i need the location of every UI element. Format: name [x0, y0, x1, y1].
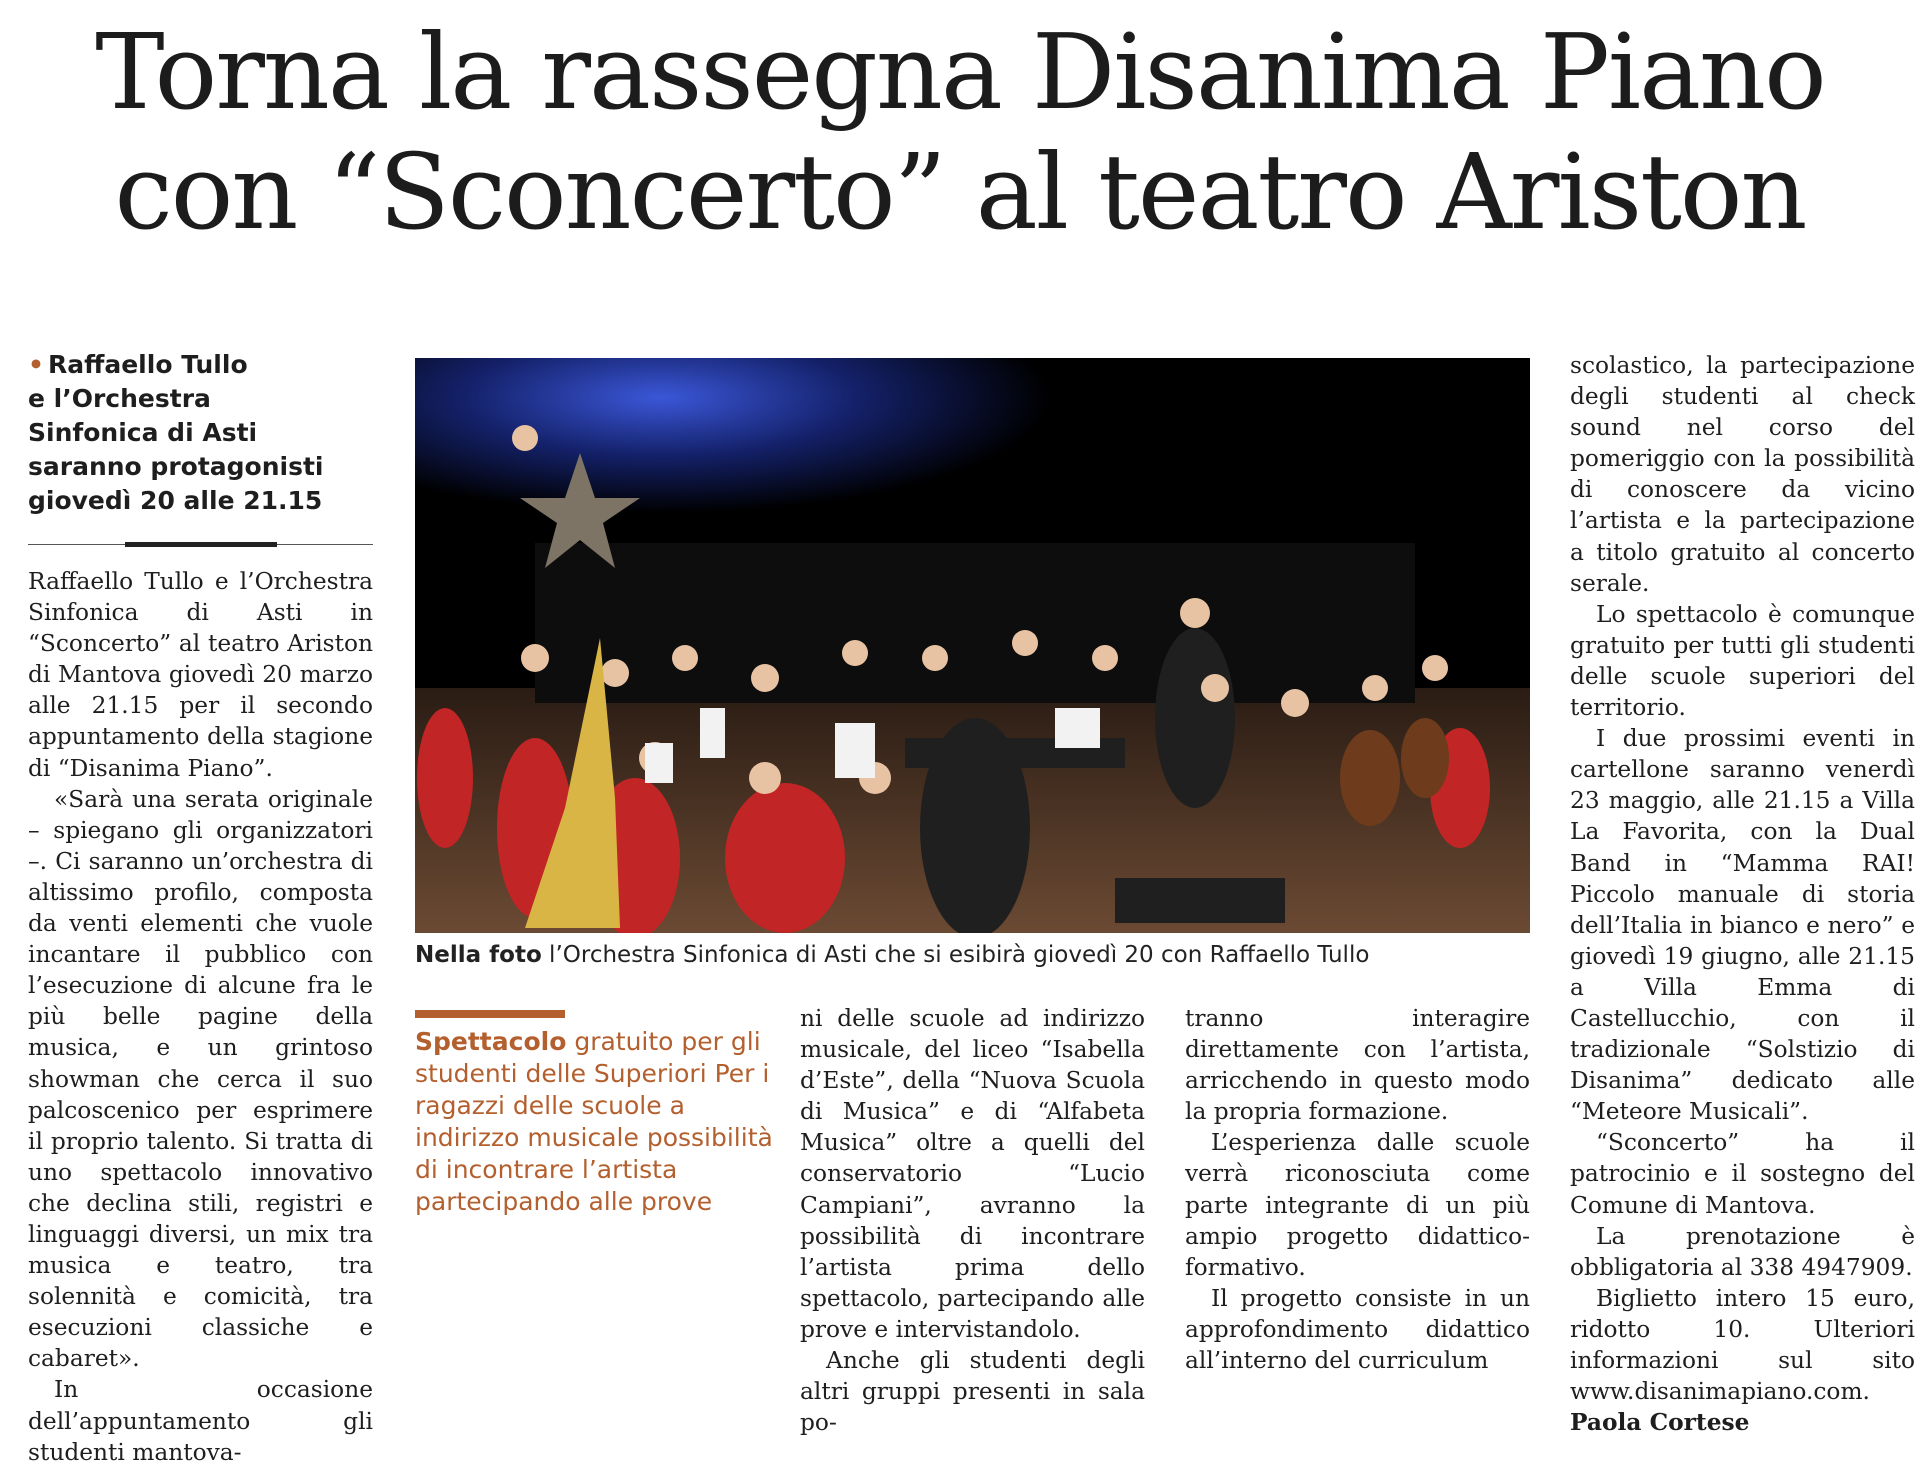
headline-line-2: con “Sconcerto” al teatro Ariston	[114, 131, 1806, 253]
body-column-3	[1185, 1003, 1530, 1376]
caption-text: l’Orchestra Sinfonica di Asti che si esibirà giovedì 20 con Raffaello Tullo	[541, 942, 1370, 968]
kicker-line: Raffaello Tullo	[47, 350, 248, 379]
kicker	[28, 348, 373, 518]
paragraph: In occasione dell’appuntamento gli studenti mantova-	[28, 1376, 373, 1466]
headline	[0, 12, 1920, 252]
body-column-4	[1570, 350, 1915, 1438]
author-signature: Paola Cortese	[1570, 1409, 1750, 1437]
orchestra-photo	[415, 358, 1530, 933]
paragraph: Raffaello Tullo e l’Orchestra Sinfonica di Asti in “Sconcerto” al teatro Ariston di Mantova giovedì 20 marzo alle 21.15 per il secondo appuntamento della stagione di “Disanima Piano”.	[28, 568, 373, 782]
photo-caption	[415, 938, 1530, 972]
paragraph: tranno interagire direttamente con l’artista, arricchendo in questo modo la propria formazione.	[1185, 1005, 1530, 1126]
kicker-line: Sinfonica di Asti	[28, 418, 258, 447]
pullquote	[415, 1026, 775, 1218]
paragraph: “Sconcerto” ha il patrocinio e il sostegno del Comune di Mantova.	[1570, 1129, 1915, 1219]
caption-lead: Nella foto	[415, 942, 542, 968]
paragraph: ni delle scuole ad indirizzo musicale, del liceo “Isabella d’Este”, della “Nuova Scuola di Musica” e di “Alfabeta Musica” oltre a quelli del conservatorio “Lucio Campiani”, avranno la possibilità di incontrare l’artista prima dello spettacolo, partecipando alle prove e intervistandolo.	[800, 1005, 1145, 1343]
kicker-divider-accent	[125, 542, 277, 547]
paragraph: Lo spettacolo è comunque gratuito per tutti gli studenti delle scuole superiori del territorio.	[1570, 600, 1915, 722]
paragraph: Biglietto intero 15 euro, ridotto 10. Ulteriori informazioni sul sito www.disanimapiano.com.	[1570, 1284, 1915, 1406]
pullquote-lead: Spettacolo	[415, 1027, 567, 1056]
body-column-2	[800, 1003, 1145, 1438]
body-column-1	[28, 566, 373, 1468]
paragraph: La prenotazione è obbligatoria al 338 4947909.	[1570, 1222, 1915, 1281]
kicker-line: giovedì 20 alle 21.15	[28, 486, 323, 515]
paragraph: I due prossimi eventi in cartellone saranno venerdì 23 maggio, alle 21.15 a Villa La Favorita, con la Dual Band in “Mamma RAI! Piccolo manuale di storia dell’Italia in bianco e nero” e giovedì 19 giugno, alle 21.15 a Villa Emma di Castellucchio, con il tradizionale “Solstizio di Disanima” dedicato alle “Meteore Musicali”.	[1570, 725, 1915, 1126]
kicker-line: e l’Orchestra	[28, 384, 211, 413]
paragraph: Anche gli studenti degli altri gruppi presenti in sala po-	[800, 1347, 1145, 1437]
kicker-line: saranno protagonisti	[28, 452, 324, 481]
paragraph: L’esperienza dalle scuole verrà riconosciuta come parte integrante di un più ampio progetto didattico-formativo.	[1185, 1129, 1530, 1281]
pullquote-text: gratuito per gli studenti delle Superiori Per i ragazzi delle scuole a indirizzo musicale possibilità di incontrare l’artista partecipando alle prove	[415, 1027, 773, 1216]
paragraph: scolastico, la partecipazione degli studenti al check sound nel corso del pomeriggio con la possibilità di conoscere da vicino l’artista e la partecipazione a titolo gratuito al concerto serale.	[1570, 352, 1915, 597]
headline-line-1: Torna la rassegna Disanima Piano	[95, 11, 1825, 133]
paragraph: «Sarà una serata originale – spiegano gli organizzatori –. Ci saranno un’orchestra di altissimo profilo, composta da venti elementi che vuole incantare il pubblico con l’esecuzione di alcune fra le più belle pagine della musica, e un grintoso showman che cerca il suo palcoscenico per esprimere il proprio talento. Si tratta di uno spettacolo innovativo che declina stili, registri e linguaggi diversi, un mix tra musica e teatro, tra solennità e comicità, tra esecuzioni classiche e cabaret».	[28, 785, 373, 1373]
kicker-bullet: •	[28, 350, 44, 379]
pullquote-rule	[415, 1010, 565, 1018]
paragraph: Il progetto consiste in un approfondimento didattico all’interno del curriculum	[1185, 1284, 1530, 1375]
